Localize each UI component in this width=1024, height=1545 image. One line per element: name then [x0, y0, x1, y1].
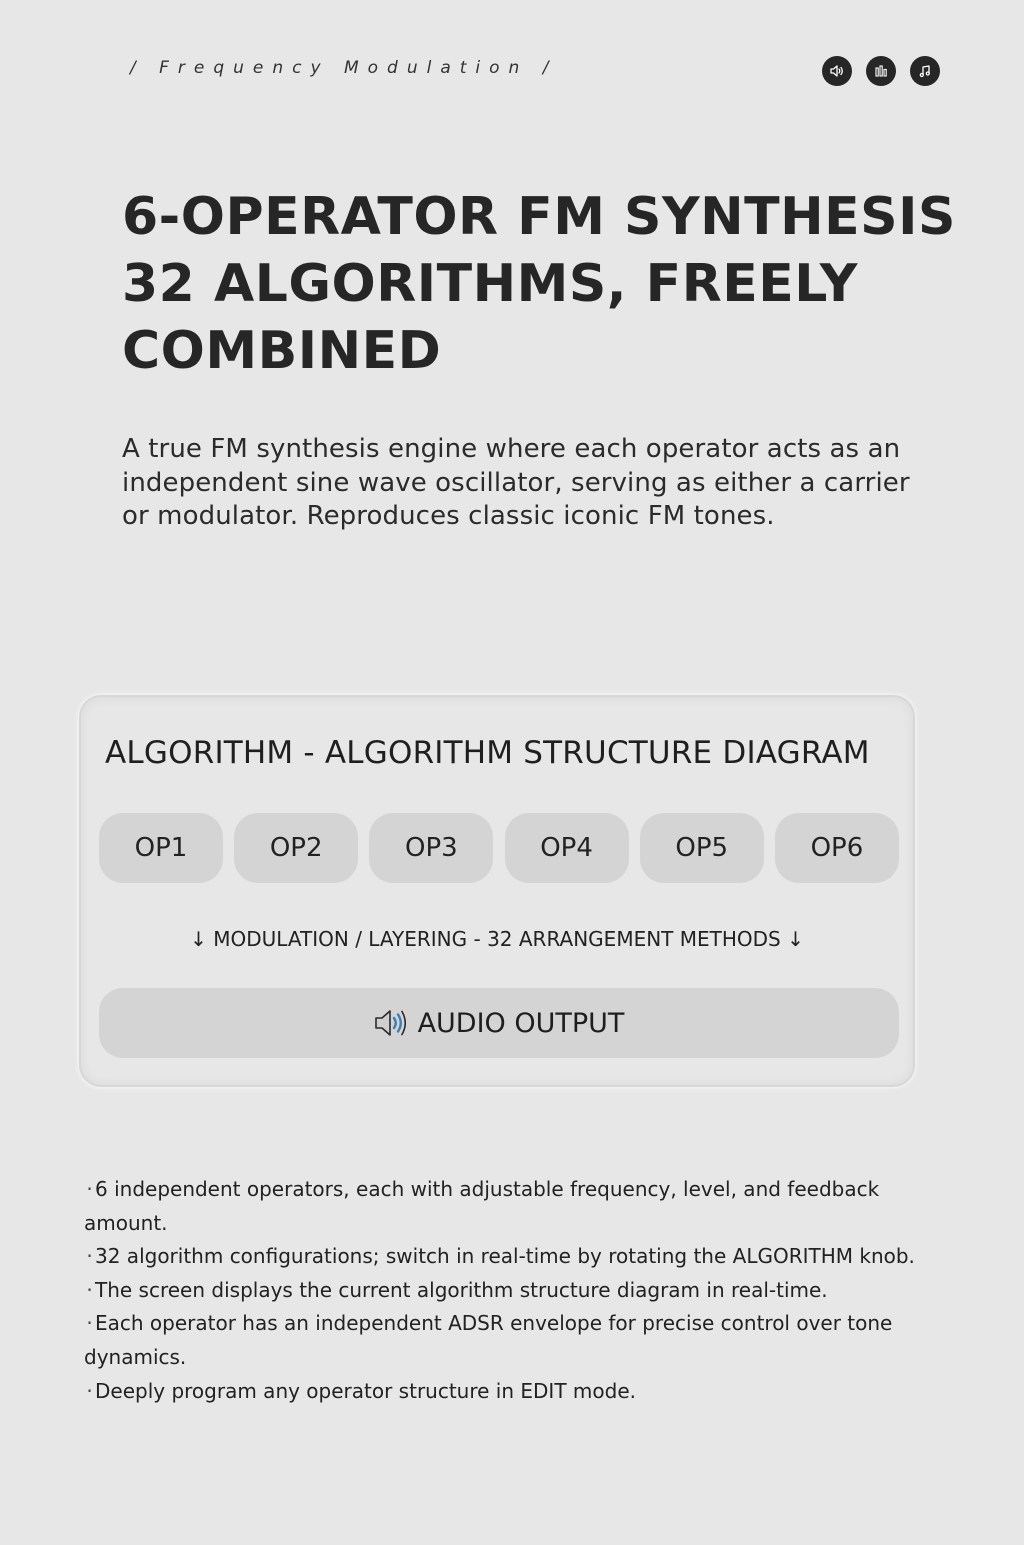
equalizer-icon[interactable] — [866, 56, 896, 86]
feature-text-4: Each operator has an independent ADSR envelope for precise control over tone dynamics. — [84, 1311, 893, 1369]
operator-op5[interactable]: OP5 — [640, 813, 764, 883]
operator-row — [99, 813, 899, 883]
intro-line-1: A true FM synthesis engine where each operator acts as an — [122, 434, 901, 464]
music-note-icon[interactable] — [910, 56, 940, 86]
feature-item — [84, 1375, 934, 1409]
operator-op1[interactable]: OP1 — [99, 813, 223, 883]
bullet-dot: · — [86, 1311, 93, 1336]
feature-list — [84, 1173, 934, 1408]
operator-op2[interactable]: OP2 — [234, 813, 358, 883]
bullet-dot: · — [86, 1277, 93, 1302]
bullet-dot: · — [86, 1177, 93, 1201]
modulation-caption: ↓ MODULATION / LAYERING - 32 ARRANGEMENT METHODS ↓ — [190, 927, 804, 951]
feature-text-2: 32 algorithm configurations; switch in real-time by rotating the ALGORITHM knob. — [95, 1244, 915, 1269]
audio-output-button[interactable] — [99, 988, 899, 1058]
audio-output-label: AUDIO OUTPUT — [417, 1007, 625, 1039]
feature-item — [84, 1240, 934, 1274]
feature-item — [84, 1307, 934, 1374]
operator-op6[interactable]: OP6 — [775, 813, 899, 883]
headline-line-1: 6-OPERATOR FM SYNTHESIS — [122, 187, 956, 247]
feature-item — [84, 1173, 934, 1240]
diagram-title: ALGORITHM - ALGORITHM STRUCTURE DIAGRAM — [105, 735, 870, 771]
bullet-dot: · — [86, 1378, 93, 1403]
speaker-icon-glyph — [829, 63, 845, 79]
intro-line-3: or modulator. Reproduces classic iconic FM tones. — [122, 501, 775, 531]
speaker-icon[interactable] — [822, 56, 852, 86]
feature-text-1: 6 independent operators, each with adjustable frequency, level, and feedback amount. — [84, 1177, 880, 1235]
feature-text-5: Deeply program any operator structure in EDIT mode. — [95, 1378, 636, 1403]
algorithm-diagram-card — [79, 695, 915, 1087]
bullet-dot: · — [86, 1244, 93, 1269]
equalizer-icon-glyph — [873, 63, 889, 79]
icon-group — [822, 56, 940, 86]
intro-line-2: independent sine wave oscillator, serving as either a carrier — [122, 467, 910, 498]
headline-line-2: 32 ALGORITHMS, FREELY — [122, 254, 858, 314]
feature-text-3: The screen displays the current algorithm structure diagram in real-time. — [95, 1277, 828, 1302]
headline — [122, 184, 982, 385]
operator-op3[interactable]: OP3 — [369, 813, 493, 883]
speaker-sound-icon — [374, 1008, 408, 1038]
headline-line-3: COMBINED — [122, 321, 442, 381]
intro-paragraph — [122, 433, 912, 534]
operator-op4[interactable]: OP4 — [505, 813, 629, 883]
music-note-icon-glyph — [917, 63, 933, 79]
feature-item — [84, 1274, 934, 1308]
eyebrow-text: / Frequency Modulation / — [130, 58, 558, 78]
